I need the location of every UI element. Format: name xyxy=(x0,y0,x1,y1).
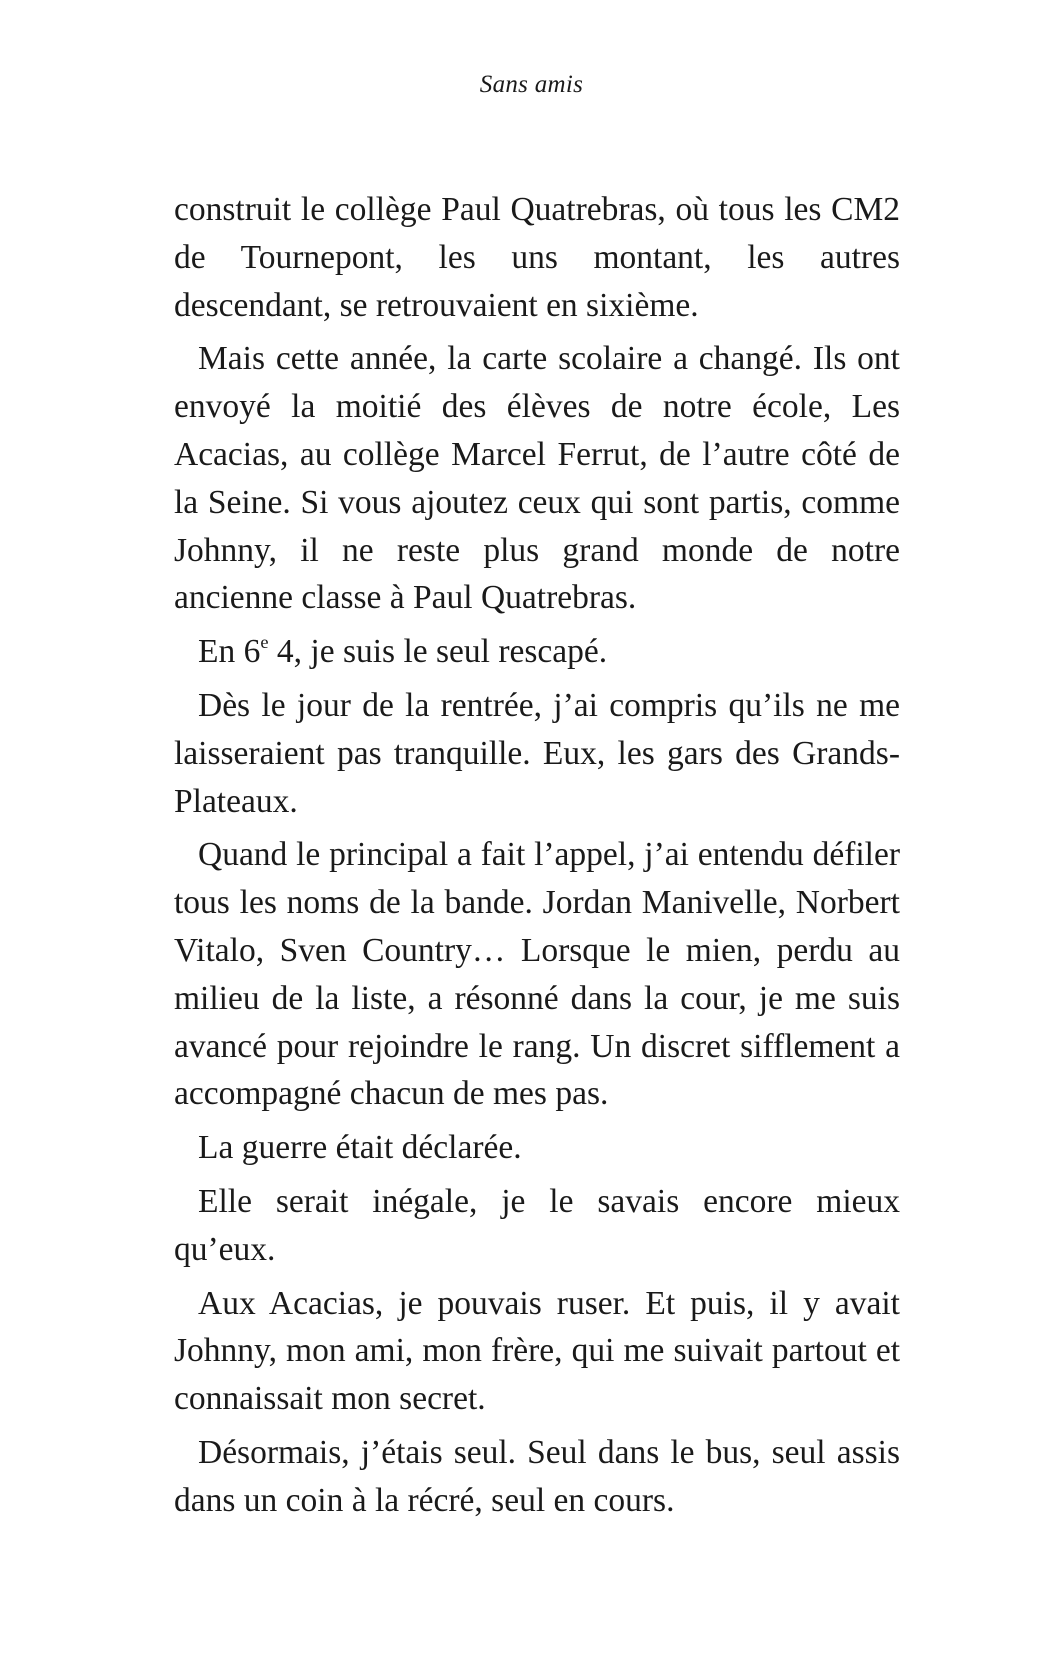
paragraph-8: Aux Acacias, je pouvais ruser. Et puis, il y avait Johnny, mon ami, mon frère, qui me suivait partout et connaissait mon secret. xyxy=(174,1284,900,1418)
paragraph-3 xyxy=(174,628,900,676)
page-body xyxy=(174,186,900,1525)
paragraph-7: Elle serait inégale, je le savais encore mieux qu’eux. xyxy=(174,1182,900,1268)
running-header: Sans amis xyxy=(479,71,584,98)
paragraph-4: Dès le jour de la rentrée, j’ai compris qu’ils ne me laisseraient pas tranquille. Eux, les gars des Grands-Plateaux. xyxy=(174,686,900,820)
paragraph-6: La guerre était déclarée. xyxy=(198,1129,522,1167)
paragraph-1: construit le collège Paul Quatrebras, où tous les CM2 de Tournepont, les uns montant, les autres descendant, se retrouvaient en sixième. xyxy=(174,191,900,324)
paragraph-9: Désormais, j’étais seul. Seul dans le bus, seul assis dans un coin à la récré, seul en cours. xyxy=(174,1433,900,1519)
class-superscript: e xyxy=(260,632,269,653)
paragraph-3-start: En 6 xyxy=(198,633,261,671)
paragraph-5: Quand le principal a fait l’appel, j’ai entendu défiler tous les noms de la bande. Jordan Manivelle, Norbert Vitalo, Sven Country… Lorsque le mien, perdu au milieu de la liste, a résonné dans la cour, je me suis avancé pour rejoindre le rang. Un discret sifflement a accompagné chacun de mes pas. xyxy=(174,836,900,1113)
paragraph-3-end: 4, je suis le seul rescapé. xyxy=(268,633,608,671)
paragraph-2: Mais cette année, la carte scolaire a changé. Ils ont envoyé la moitié des élèves de notre école, Les Acacias, au collège Marcel Ferrut, de l’autre côté de la Seine. Si vous ajoutez ceux qui sont partis, comme Johnny, il ne reste plus grand monde de notre ancienne classe à Paul Quatrebras. xyxy=(174,340,900,617)
